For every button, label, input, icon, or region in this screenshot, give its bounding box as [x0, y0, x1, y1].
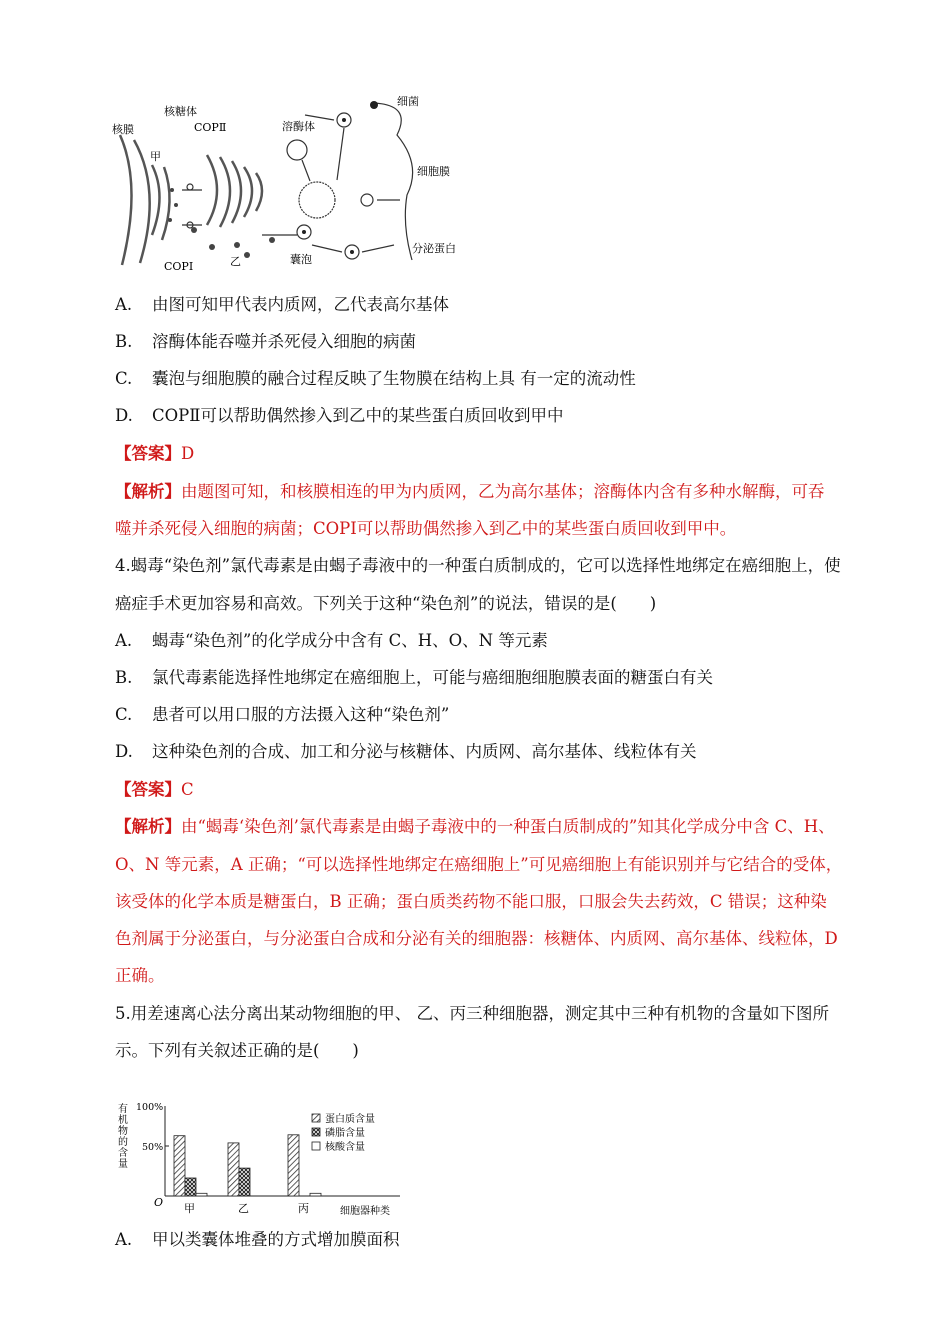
bar-2-0: [288, 1135, 299, 1196]
origin-label: O: [154, 1196, 164, 1209]
y-tick-100: 100%: [136, 1102, 164, 1113]
x-axis-label: 细胞器种类: [340, 1206, 390, 1217]
q4-stem: 癌症手术更加容易和高效。下列关于这种“染色剂”的说法，错误的是( ): [115, 594, 657, 613]
organelle-content-chart: [112, 1100, 402, 1218]
q3-answer: 【答案】D: [115, 444, 195, 463]
label-copi: COPⅠ: [164, 260, 194, 273]
q3-analysis-line: 噬并杀死侵入细胞的病菌；COPⅠ可以帮助偶然掺入到乙中的某些蛋白质回收到甲中。: [115, 519, 737, 538]
label-copii: COPⅡ: [194, 121, 227, 134]
q3-option-b: B. 溶酶体能吞噬并杀死侵入细胞的病菌: [115, 332, 416, 351]
label-yi: 乙: [230, 255, 241, 268]
y-axis-label: [118, 1102, 128, 1170]
q5-stem: 示。下列有关叙述正确的是( ): [115, 1041, 359, 1060]
q4-option-b: B. 氯代毒素能选择性地绑定在癌细胞上，可能与癌细胞细胞膜表面的糖蛋白有关: [115, 668, 713, 687]
y-axis-label-char: 量: [118, 1159, 128, 1170]
y-axis-label-char: 机: [118, 1115, 128, 1126]
legend-swatch: [312, 1114, 320, 1122]
q4-analysis-line: O、N 等元素，A 正确；“可以选择性地绑定在癌细胞上”可见癌细胞上有能识别并与它结合的受体，: [115, 855, 843, 874]
q4-analysis-line: 该受体的化学本质是糖蛋白，B 正确；蛋白质类药物不能口服，口服会失去药效，C 错误；这种染: [115, 892, 827, 911]
label-lysosome: 溶酶体: [282, 120, 315, 133]
y-tick-50: 50%: [142, 1142, 164, 1153]
q4-analysis-line: 正确。: [115, 966, 165, 985]
label-bacteria: 细菌: [397, 95, 419, 108]
legend-swatch: [312, 1142, 320, 1150]
category-label: 乙: [238, 1202, 249, 1215]
q5-option-a: A. 甲以类囊体堆叠的方式增加膜面积: [115, 1230, 400, 1249]
q3-option-a: A. 由图可知甲代表内质网，乙代表高尔基体: [115, 295, 449, 314]
q4-analysis-line: 色剂属于分泌蛋白，与分泌蛋白合成和分泌有关的细胞器：核糖体、内质网、高尔基体、线粒体，D: [115, 929, 838, 948]
label-ribosome: 核糖体: [164, 105, 197, 118]
category-label: 丙: [298, 1202, 309, 1215]
legend-label: 磷脂含量: [325, 1128, 365, 1139]
label-vesicle: 囊泡: [290, 253, 312, 266]
label-secretory-protein: 分泌蛋白: [412, 242, 456, 255]
y-axis-label-char: 有: [118, 1104, 128, 1115]
legend-label: 核酸含量: [325, 1142, 365, 1153]
q3-option-d: D. COPⅡ可以帮助偶然掺入到乙中的某些蛋白质回收到甲中: [115, 406, 564, 425]
label-nuclear-membrane: 核膜: [112, 123, 134, 136]
bar-1-0: [228, 1143, 239, 1196]
bar-0-1: [185, 1178, 196, 1196]
q4-option-c: C. 患者可以用口服的方法摄入这种“染色剂”: [115, 705, 450, 724]
q5-stem: 5.用差速离心法分离出某动物细胞的甲、 乙、丙三种细胞器，测定其中三种有机物的含量如下图所: [115, 1004, 829, 1023]
legend-swatch: [312, 1128, 320, 1136]
label-jia: 甲: [150, 150, 161, 163]
q4-stem: 4.蝎毒“染色剂”氯代毒素是由蝎子毒液中的一种蛋白质制成的，它可以选择性地绑定在癌细胞上，使: [115, 556, 841, 575]
y-axis-label-char: 的: [118, 1137, 128, 1148]
q4-analysis-line: 【解析】由“蝎毒‘染色剂’氯代毒素是由蝎子毒液中的一种蛋白质制成的”知其化学成分中含 C、H、: [115, 817, 835, 836]
q4-option-a: A. 蝎毒“染色剂”的化学成分中含有 C、H、O、N 等元素: [115, 631, 548, 650]
bar-0-0: [174, 1136, 185, 1196]
q4-answer: 【答案】C: [115, 780, 194, 799]
bar-1-1: [239, 1168, 250, 1196]
q3-option-c: C. 囊泡与细胞膜的融合过程反映了生物膜在结构上具 有一定的流动性: [115, 369, 636, 388]
y-axis-label-char: 含: [118, 1148, 128, 1159]
bar-0-2: [196, 1193, 207, 1196]
q3-analysis-line: 【解析】由题图可知，和核膜相连的甲为内质网，乙为高尔基体；溶酶体内含有多种水解酶，可吞: [115, 482, 825, 501]
legend-label: 蛋白质含量: [325, 1114, 375, 1125]
category-label: 甲: [184, 1202, 195, 1215]
label-cell-membrane: 细胞膜: [417, 165, 450, 178]
y-axis-label-char: 物: [118, 1126, 128, 1137]
cell-secretion-diagram: [112, 95, 472, 275]
q4-option-d: D. 这种染色剂的合成、加工和分泌与核糖体、内质网、高尔基体、线粒体有关: [115, 742, 697, 761]
bar-2-2: [310, 1193, 321, 1196]
